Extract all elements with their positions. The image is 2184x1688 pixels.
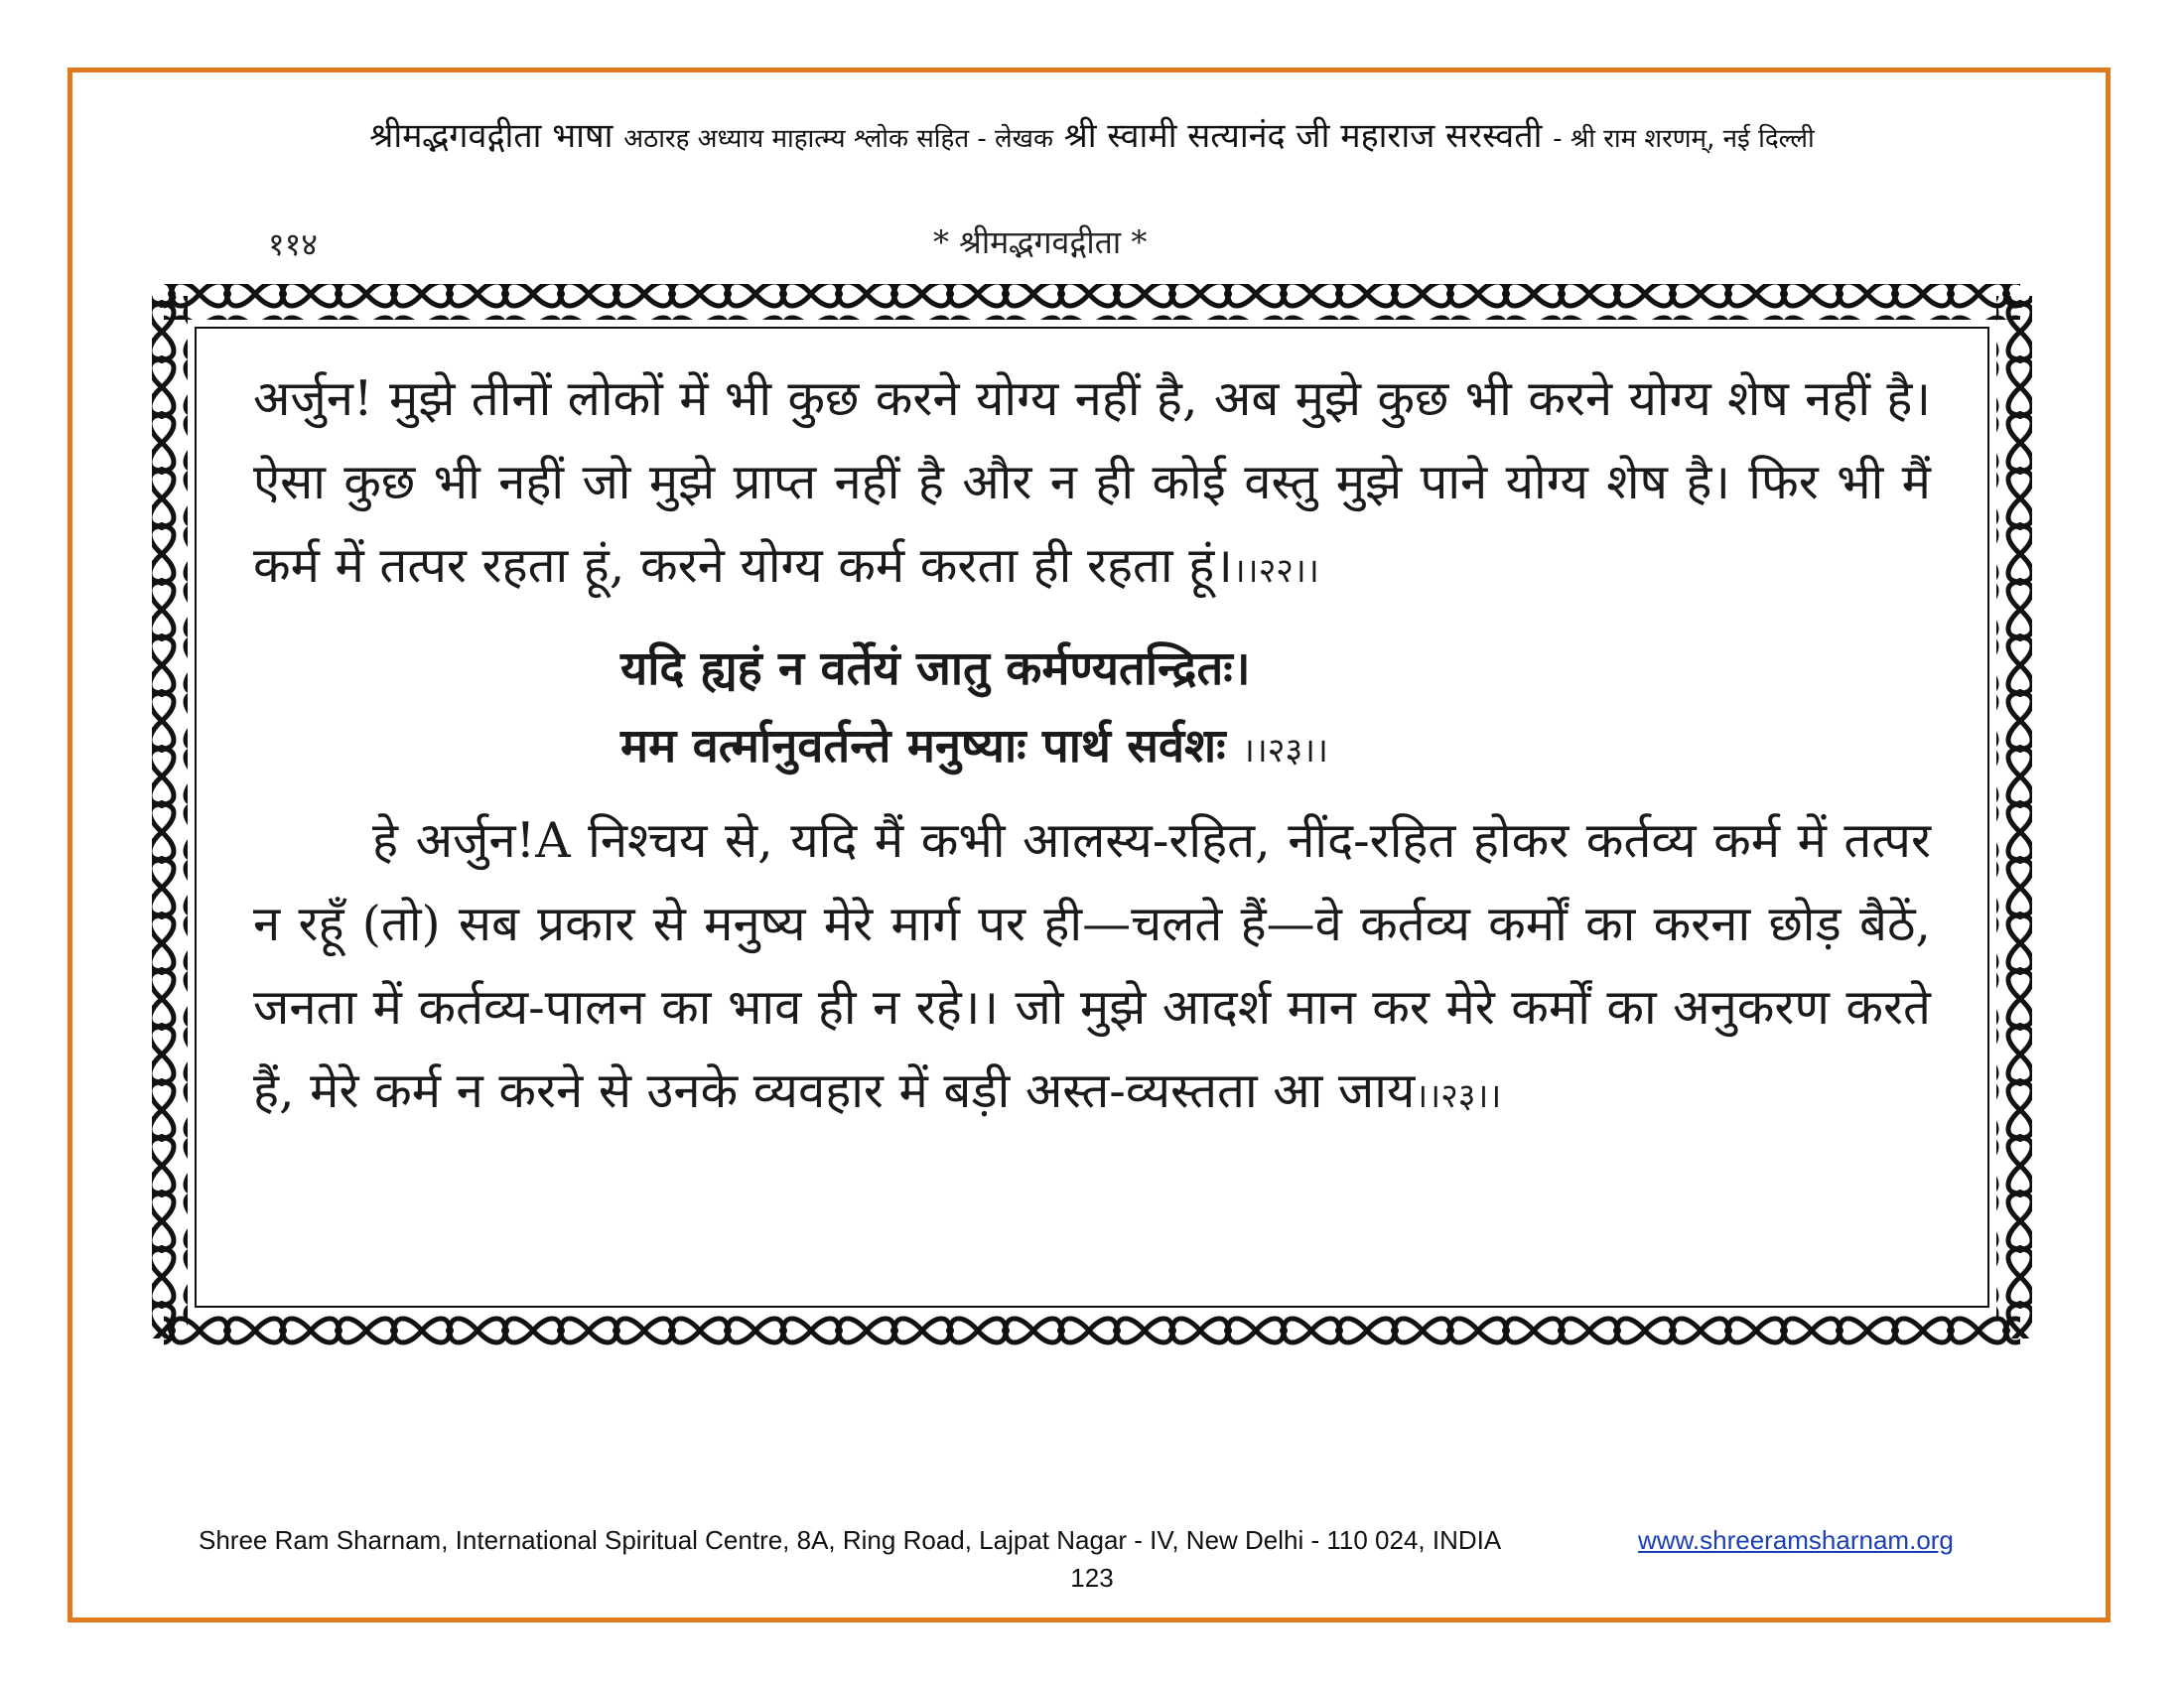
commentary-text-2: हे अर्जुन!A निश्चय से, यदि मैं कभी आलस्य-रहित, नींद-रहित होकर कर्तव्य कर्म में तत्पर न रहूँ (तो) सब प्रकार से मनुष्य मेरे मार्ग पर ही—चलते हैं—वे कर्तव्य कर्मों का करना छोड़ बैठें, जनता में कर्तव्य-पालन का भाव ही न रहे।। जो मुझे आदर्श मान कर मेरे कर्मों का अनुकरण करते हैं, मेरे कर्म न करने से उनके व्यवहार में बड़ी अस्त-व्यस्तता आ जाय <box>253 812 1931 1119</box>
commentary-paragraph-2 <box>253 799 1931 1138</box>
book-page-number: ११४ <box>268 225 318 263</box>
border-left <box>152 296 188 1338</box>
header-title: श्रीमद्भगवद्गीता भाषा <box>369 116 614 156</box>
commentary-paragraph-1 <box>253 357 1931 613</box>
verse-number-23: ।।२३।। <box>1415 1076 1502 1116</box>
border-right <box>1996 296 2032 1338</box>
shloka-line-2-text: मम वर्त्मानुवर्तन्ते मनुष्याः पार्थ सर्वशः <box>620 719 1226 774</box>
shloka-line-2 <box>620 708 1931 789</box>
shloka-line-1: यदि ह्यहं न वर्तेयं जातु कर्मण्यतन्द्रितः। <box>620 641 1251 696</box>
header-author: श्री स्वामी सत्यानंद जी महाराज सरस्वती <box>1063 116 1543 156</box>
header-subtitle: अठारह अध्याय माहात्म्य श्लोक सहित - लेखक <box>623 124 1053 154</box>
verse-number-22: ।।२२।। <box>1232 551 1319 591</box>
document-header <box>119 111 2065 157</box>
gita-text-block <box>253 357 1931 1138</box>
book-running-title: * श्रीमद्भगवद्गीता * <box>933 223 1148 261</box>
shloka-number: ।।२३।। <box>1242 731 1328 771</box>
website-link[interactable]: www.shreeramsharnam.org <box>1638 1525 1954 1555</box>
commentary-text-1: अर्जुन! मुझे तीनों लोकों में भी कुछ करने योग्य नहीं है, अब मुझे कुछ भी करने योग्य शेष नहीं है। ऐसा कुछ भी नहीं जो मुझे प्राप्त नहीं है और न ही कोई वस्तु मुझे पाने योग्य शेष है। फिर भी मैं कर्म में तत्पर रहता हूं, करने योग्य कर्म करता ही रहता हूं। <box>253 370 1931 594</box>
shloka-verse-23 <box>620 631 1931 789</box>
page-number: 123 <box>1070 1563 1114 1593</box>
border-top <box>164 284 2020 320</box>
border-bottom <box>164 1315 2020 1350</box>
header-publisher: - श्री राम शरणम्, नई दिल्ली <box>1553 124 1815 154</box>
footer-address: Shree Ram Sharnam, International Spiritual Centre, 8A, Ring Road, Lajpat Nagar - IV, New Delhi - 110 024, INDIA <box>199 1525 1502 1555</box>
